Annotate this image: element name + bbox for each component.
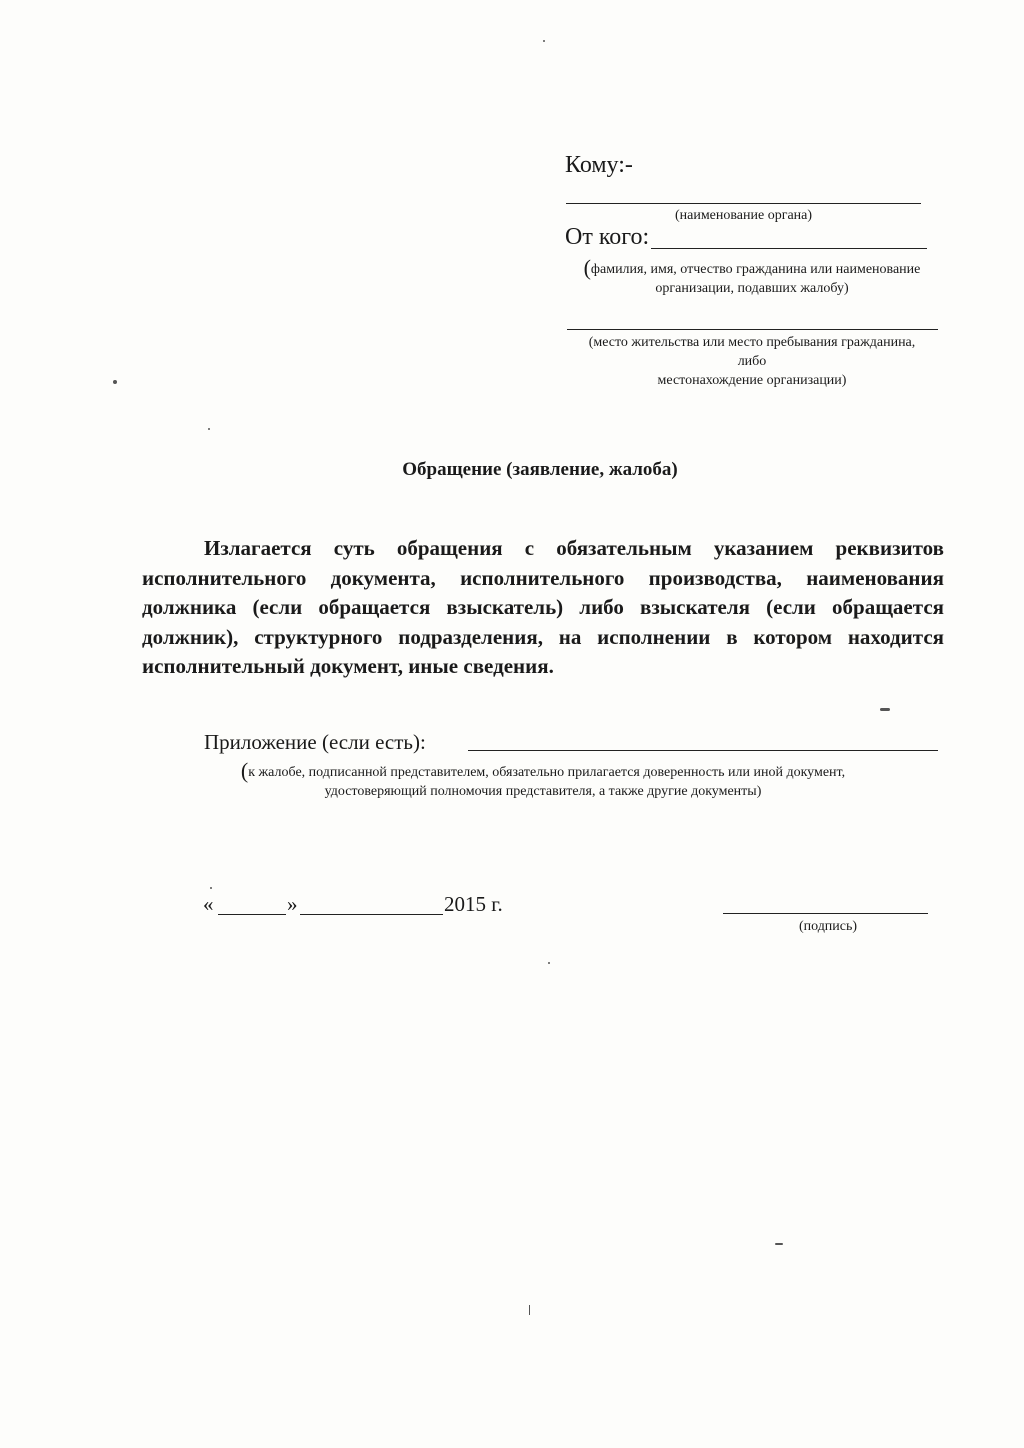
to-line[interactable] [566, 203, 921, 204]
scan-speck [775, 1243, 783, 1245]
address-line[interactable] [567, 329, 938, 330]
scan-speck [208, 428, 210, 430]
from-caption-line2: организации, подавших жалобу) [655, 281, 849, 296]
scan-speck [548, 962, 550, 964]
address-caption [563, 333, 941, 390]
attachment-label: Приложение (если есть): [204, 730, 426, 754]
date-open-quote: « [203, 892, 214, 916]
date-close-quote: » [287, 892, 298, 916]
attachment-caption-line1: к жалобе, подписанной представителем, обязательно прилагается доверенность или иной документ, [248, 765, 846, 780]
signature-line[interactable] [723, 913, 928, 914]
signature-caption: (подпись) [798, 919, 858, 934]
body-paragraph: Излагается суть обращения с обязательным указанием реквизитов исполнительного документа, исполнительного производства, наименования должника (если обращается взыскатель) либо взыскателя (если обращается должник), структурного подразделения, на исполнении в котором находится исполнительный документ, иные сведения. [142, 536, 944, 678]
attachment-caption-line2: удостоверяющий полномочия представителя, а также другие документы) [324, 784, 762, 799]
to-label: Кому:- [565, 152, 633, 178]
date-day-line[interactable] [218, 914, 286, 915]
scan-speck [529, 1305, 530, 1315]
from-caption-paren: ( [583, 255, 591, 280]
scan-speck [543, 40, 545, 42]
from-caption [563, 255, 941, 298]
scan-speck [210, 887, 212, 889]
scan-speck [113, 380, 117, 384]
address-caption-line3: местонахождение организации) [657, 373, 847, 388]
date-year: 2015 г. [444, 892, 503, 916]
address-caption-line2: либо [737, 354, 767, 369]
attachment-caption-paren: ( [240, 758, 249, 783]
attachment-caption [188, 758, 898, 801]
from-label: От кого: [565, 224, 650, 250]
scan-speck [880, 708, 890, 711]
to-caption: (наименование органа) [674, 208, 813, 223]
attachment-line[interactable] [468, 750, 938, 751]
from-caption-line1: фамилия, имя, отчество гражданина или наименование [590, 262, 921, 277]
document-title: Обращение (заявление, жалоба) [402, 459, 678, 480]
from-line[interactable] [651, 248, 927, 249]
address-caption-line1: (место жительства или место пребывания гражданина, [588, 335, 916, 350]
date-month-line[interactable] [300, 914, 443, 915]
